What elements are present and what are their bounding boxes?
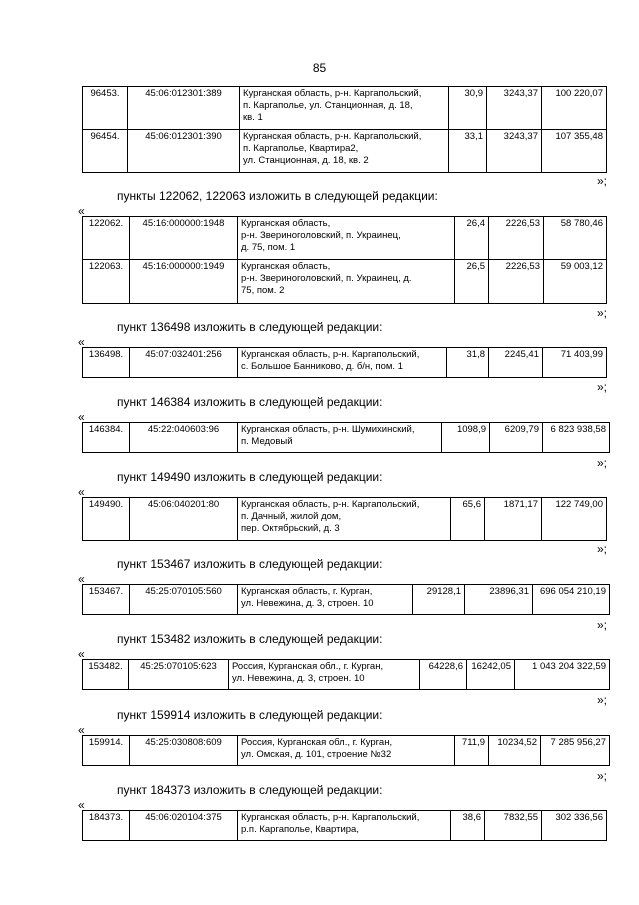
table-row xyxy=(83,348,607,378)
cost: 107 355,48 xyxy=(542,130,607,173)
rate: 3243,37 xyxy=(487,87,542,130)
area: 30,9 xyxy=(449,87,487,130)
property-table xyxy=(82,584,610,615)
address-line: Курганская область, р-н. Каргапольский, xyxy=(241,499,420,510)
property-table xyxy=(82,86,607,173)
cost: 6 823 938,58 xyxy=(543,423,610,453)
address xyxy=(238,348,447,378)
closing-quote: »; xyxy=(597,618,608,632)
opening-quote: « xyxy=(78,647,85,661)
row-number: 96454. xyxy=(83,130,128,173)
amendment-instruction: пункт 149490 изложить в следующей редакции: xyxy=(117,470,383,484)
table-row xyxy=(83,585,610,615)
cadastral-number: 45:25:070105:623 xyxy=(129,660,229,690)
rate: 23896,31 xyxy=(465,585,533,615)
address-line: ул. Омская, д. 101, строение №32 xyxy=(241,749,392,760)
page-number: 85 xyxy=(312,61,327,75)
amendment-instruction: пункт 153467 изложить в следующей редакции: xyxy=(117,557,383,571)
closing-quote: »; xyxy=(597,306,608,320)
address-line: Курганская область, р-н. Каргапольский, xyxy=(241,812,420,823)
table-row xyxy=(83,217,607,260)
amendment-instruction: пункт 153482 изложить в следующей редакции: xyxy=(117,632,383,646)
opening-quote: « xyxy=(78,798,85,812)
address-line: Курганская область, xyxy=(241,261,331,272)
property-table xyxy=(82,216,607,304)
closing-quote: »; xyxy=(597,769,608,783)
amendment-instruction: пункт 136498 изложить в следующей редакции: xyxy=(117,320,383,334)
rate: 6209,79 xyxy=(490,423,543,453)
rate: 1871,17 xyxy=(485,498,542,541)
address-line: д. 75, пом. 1 xyxy=(241,242,296,253)
closing-quote: »; xyxy=(597,542,608,556)
area: 29128,1 xyxy=(413,585,465,615)
address-line: ул. Невежина, д. 3, строен. 10 xyxy=(232,673,365,684)
address xyxy=(238,498,451,541)
cost: 302 336,56 xyxy=(542,811,607,841)
row-number: 96453. xyxy=(83,87,128,130)
address-line: п. Дачный, жилой дом, xyxy=(241,511,342,522)
area: 711,9 xyxy=(455,736,489,766)
rate: 3243,37 xyxy=(487,130,542,173)
cadastral-number: 45:06:040201:80 xyxy=(130,498,238,541)
address-line: Курганская область, р-н. Каргапольский, xyxy=(243,131,422,142)
address xyxy=(238,260,455,304)
table-row xyxy=(83,498,607,541)
address-line: с. Большое Банниково, д. б/н, пом. 1 xyxy=(241,361,403,372)
address-line: п. Каргаполье, ул. Станционная, д. 18, xyxy=(243,100,413,111)
cost: 1 043 204 322,59 xyxy=(515,660,610,690)
area: 64228,6 xyxy=(420,660,467,690)
area: 26,4 xyxy=(455,217,489,260)
address-line: Курганская область, xyxy=(241,218,331,229)
rate: 7832,55 xyxy=(485,811,542,841)
opening-quote: « xyxy=(78,204,85,218)
address-line: кв. 1 xyxy=(243,112,263,123)
row-number: 184373. xyxy=(83,811,130,841)
rate: 2245,41 xyxy=(489,348,543,378)
area: 1098,9 xyxy=(442,423,490,453)
area: 65,6 xyxy=(451,498,485,541)
row-number: 122062. xyxy=(83,217,130,260)
row-number: 153467. xyxy=(83,585,130,615)
address xyxy=(229,660,420,690)
cadastral-number: 45:22:040603:96 xyxy=(130,423,238,453)
closing-quote: »; xyxy=(597,456,608,470)
cost: 122 749,00 xyxy=(542,498,607,541)
row-number: 136498. xyxy=(83,348,130,378)
table-row xyxy=(83,811,607,841)
closing-quote: »; xyxy=(597,693,608,707)
address-line: Курганская область, р-н. Каргапольский, xyxy=(241,349,420,360)
address-line: ул. Невежина, д. 3, строен. 10 xyxy=(241,598,374,609)
address xyxy=(238,736,455,766)
address-line: п. Медовый xyxy=(241,436,293,447)
property-table xyxy=(82,347,607,378)
table-row xyxy=(83,260,607,304)
area: 33,1 xyxy=(449,130,487,173)
amendment-instruction: пункт 184373 изложить в следующей редакции: xyxy=(117,783,383,797)
address-line: 75, пом. 2 xyxy=(241,285,285,296)
address-line: ул. Станционная, д. 18, кв. 2 xyxy=(243,155,369,166)
address xyxy=(240,87,449,130)
cost: 100 220,07 xyxy=(542,87,607,130)
row-number: 159914. xyxy=(83,736,130,766)
address-line: р-н. Звериноголовский, п. Украинец, д. xyxy=(241,273,412,284)
address-line: пер. Октябрьский, д. 3 xyxy=(241,523,340,534)
amendment-instruction: пункт 146384 изложить в следующей редакции: xyxy=(117,395,383,409)
address-line: р-н. Звериноголовский, п. Украинец, xyxy=(241,230,401,241)
address-line: Россия, Курганская обл., г. Курган, xyxy=(232,661,384,672)
table-row xyxy=(83,660,610,690)
address xyxy=(238,217,455,260)
address xyxy=(238,585,413,615)
address-line: Курганская область, г. Курган, xyxy=(241,586,373,597)
property-table xyxy=(82,810,607,841)
property-table xyxy=(82,422,610,453)
address-line: Курганская область, р-н. Каргапольский, xyxy=(243,88,422,99)
address-line: п. Каргаполье, Квартира2, xyxy=(243,143,359,154)
cadastral-number: 45:06:012301:390 xyxy=(128,130,240,173)
area: 38,6 xyxy=(451,811,485,841)
property-table xyxy=(82,497,607,541)
area: 26,5 xyxy=(455,260,489,304)
cost: 59 003,12 xyxy=(544,260,607,304)
cadastral-number: 45:16:000000:1948 xyxy=(130,217,238,260)
cadastral-number: 45:06:020104:375 xyxy=(130,811,238,841)
area: 31,8 xyxy=(447,348,489,378)
cost: 71 403,99 xyxy=(543,348,607,378)
opening-quote: « xyxy=(78,572,85,586)
opening-quote: « xyxy=(78,723,85,737)
cadastral-number: 45:16:000000:1949 xyxy=(130,260,238,304)
rate: 2226,53 xyxy=(489,260,544,304)
cadastral-number: 45:07:032401:256 xyxy=(130,348,238,378)
table-row xyxy=(83,130,607,173)
amendment-instruction: пункт 159914 изложить в следующей редакции: xyxy=(117,708,383,722)
cadastral-number: 45:25:030808:609 xyxy=(130,736,238,766)
address xyxy=(238,811,451,841)
table-row xyxy=(83,736,610,766)
rate: 16242,05 xyxy=(467,660,515,690)
row-number: 149490. xyxy=(83,498,130,541)
address xyxy=(240,130,449,173)
row-number: 146384. xyxy=(83,423,130,453)
closing-quote: »; xyxy=(597,380,608,394)
cost: 58 780,46 xyxy=(544,217,607,260)
cadastral-number: 45:06:012301:389 xyxy=(128,87,240,130)
property-table xyxy=(82,735,610,766)
row-number: 153482. xyxy=(83,660,129,690)
address-line: Россия, Курганская обл., г. Курган, xyxy=(241,737,393,748)
table-row xyxy=(83,87,607,130)
cadastral-number: 45:25:070105:560 xyxy=(130,585,238,615)
opening-quote: « xyxy=(78,485,85,499)
address-line: р.п. Каргаполье, Квартира, xyxy=(241,824,359,835)
table-row xyxy=(83,423,610,453)
address-line: Курганская область, р-н. Шумихинский, xyxy=(241,424,415,435)
opening-quote: « xyxy=(78,410,85,424)
rate: 2226,53 xyxy=(489,217,544,260)
cost: 696 054 210,19 xyxy=(533,585,610,615)
cost: 7 285 956,27 xyxy=(541,736,610,766)
property-table xyxy=(82,659,610,690)
rate: 10234,52 xyxy=(489,736,541,766)
amendment-instruction: пункты 122062, 122063 изложить в следующей редакции: xyxy=(117,189,438,203)
row-number: 122063. xyxy=(83,260,130,304)
opening-quote: « xyxy=(78,335,85,349)
closing-quote: »; xyxy=(597,174,608,188)
address xyxy=(238,423,442,453)
